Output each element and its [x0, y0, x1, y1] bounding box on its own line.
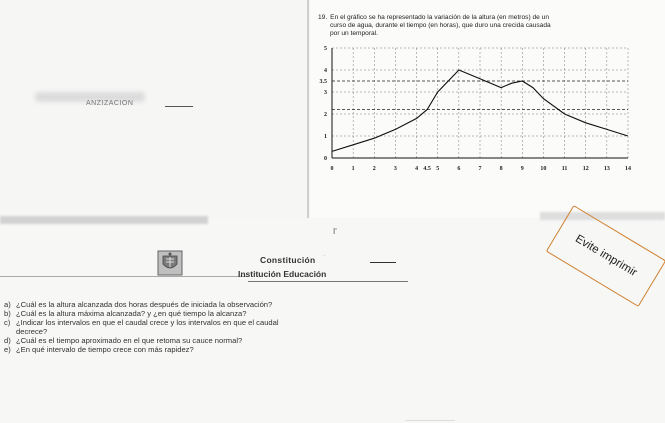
question-letter: c) — [4, 318, 11, 327]
header-dash — [370, 262, 396, 263]
question-item — [4, 300, 294, 309]
y-tick-label: 0 — [324, 156, 327, 162]
y-tick-label: 5 — [324, 46, 327, 52]
y-tick-label: 4 — [324, 68, 327, 74]
x-tick-label: 8 — [499, 166, 503, 172]
faded-text-line: ANZIZACION — [86, 100, 134, 107]
question-text: ¿En qué intervalo de tiempo crece con más rapidez? — [16, 345, 194, 354]
question-letter: e) — [4, 345, 11, 354]
question-letter: d) — [4, 336, 11, 345]
x-tick-label: 5 — [436, 166, 440, 172]
faded-dash — [165, 106, 193, 107]
question-text: ¿Indicar los intervalos en que el caudal crece y los intervalos en que el caudal decrece? — [16, 318, 279, 336]
footer-mark — [405, 412, 455, 421]
problem-text-line1: En el gráfico se ha representado la variación de la altura (en metros) de un — [330, 14, 549, 21]
x-tick-label: 7 — [478, 166, 482, 172]
question-text: ¿Cuál es el tiempo aproximado en el que retoma su cauce normal? — [16, 336, 243, 345]
header-rule — [248, 281, 408, 282]
question-text: ¿Cuál es la altura máxima alcanzada? y ¿en qué tiempo la alcanza? — [16, 309, 247, 318]
y-tick-label: 1 — [324, 134, 327, 140]
header-top-rule — [0, 276, 248, 277]
y-tick-label: 3.5 — [319, 79, 327, 85]
question-item — [4, 336, 294, 345]
question-text: ¿Cuál es la altura alcanzada dos horas después de iniciada la observación? — [16, 300, 273, 309]
x-tick-label: 2 — [372, 166, 376, 172]
page-mark: I' — [333, 227, 337, 236]
header-scribble: ... — [323, 252, 327, 257]
chart-y-ticks — [320, 46, 328, 162]
header-institution: Institución Educación — [238, 269, 327, 279]
stamp-text: Evite imprimir — [573, 232, 639, 280]
x-tick-label: 6 — [457, 166, 461, 172]
x-tick-label: 4 — [415, 166, 419, 172]
x-tick-label: 3 — [393, 166, 397, 172]
x-tick-label: 10 — [540, 166, 547, 172]
x-tick-label: 11 — [561, 166, 568, 172]
left-top-panel — [0, 0, 308, 220]
y-tick-label: 3 — [324, 90, 327, 96]
chart-grid — [332, 48, 628, 158]
school-crest-icon — [157, 250, 183, 276]
chart-series-line — [332, 70, 628, 151]
question-item — [4, 309, 294, 318]
question-list — [4, 300, 294, 354]
problem-number: 19. — [318, 14, 328, 21]
grey-bar-right — [540, 212, 665, 220]
problem-text-line2: curso de agua, durante el tiempo (en horas), que duro una crecida causada — [330, 22, 551, 29]
x-tick-label: 13 — [603, 166, 610, 172]
question-item — [4, 318, 294, 336]
x-tick-label: 1 — [351, 166, 355, 172]
question-letter: b) — [4, 309, 11, 318]
water-level-chart — [310, 40, 655, 180]
problem-statement — [318, 14, 638, 38]
x-tick-label: 0 — [330, 166, 334, 172]
grey-bar-left — [0, 216, 208, 224]
x-tick-label: 12 — [582, 166, 589, 172]
x-tick-label: 14 — [625, 166, 631, 172]
header-title: Constitución — [260, 255, 316, 265]
page-divider — [307, 0, 309, 220]
y-tick-label: 2 — [324, 112, 327, 118]
question-item — [4, 345, 294, 354]
x-tick-label: 4.5 — [423, 166, 431, 172]
x-tick-label: 9 — [520, 166, 524, 172]
problem-text-line3: por un temporal. — [330, 30, 379, 37]
chart-x-ticks — [331, 166, 632, 172]
question-letter: a) — [4, 300, 11, 309]
